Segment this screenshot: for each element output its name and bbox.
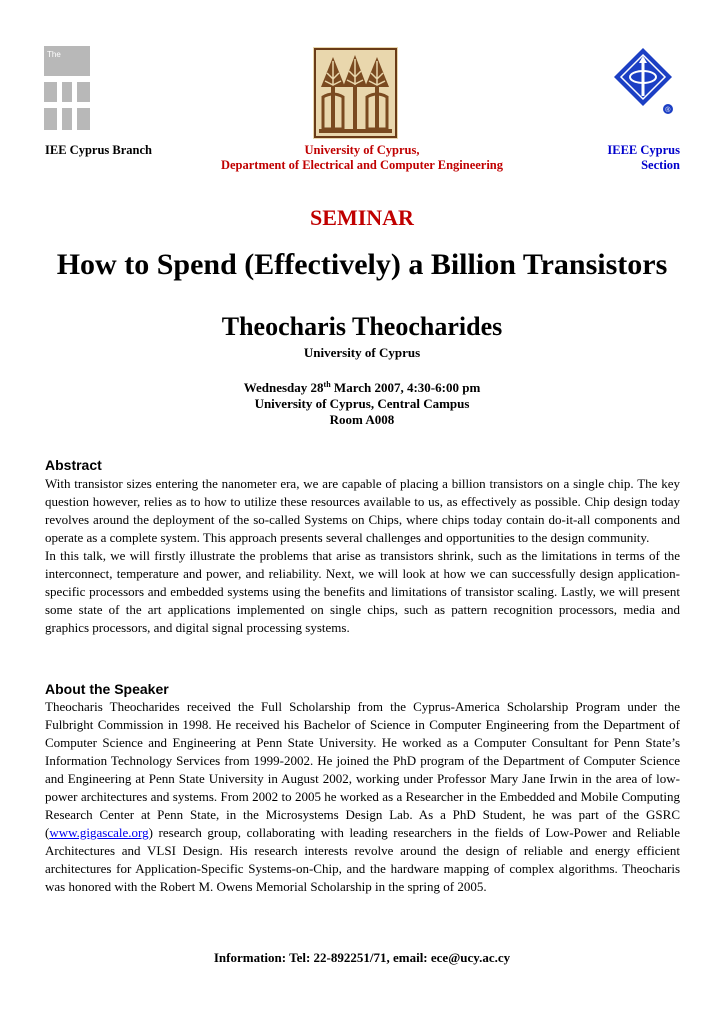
department-name: Department of Electrical and Computer Engineering — [220, 158, 504, 172]
university-of-cyprus-logo — [313, 47, 398, 139]
abstract-paragraph-1: With transistor sizes entering the nanometer era, we are capable of placing a billion transistors on a single chip. The key question however, relies as to how to utilize these resources available to us, as effectively as possible. Chip design today revolves around the deployment of the so-called Systems on Chips, where chips today contain do-it-all components and operate as a complete system. This approach presents several challenges and opportunities to the design community. — [45, 476, 680, 545]
svg-text:®: ® — [665, 107, 671, 114]
ieee-section-line2: Section — [641, 158, 680, 172]
university-name: University of Cyprus, — [304, 143, 420, 157]
speaker-affiliation: University of Cyprus — [303, 345, 421, 360]
event-date — [0, 380, 724, 396]
abstract-heading: Abstract — [45, 457, 102, 473]
about-speaker-heading: About the Speaker — [45, 681, 169, 697]
abstract-paragraph-2: In this talk, we will firstly illustrate the problems that arise as transistors shrink, such as the limitations in terms of the interconnect, temperature and power, and reliability. Next, we will look at how we can successfully design application-specific processors and embedded systems using the benefits and limitations of transistor scaling. Lastly, we will present some state of the art applications implemented on single chips, such as pattern recognition processors, media and graphics processors, and digital signal processing systems. — [45, 548, 680, 635]
contact-information: Information: Tel: 22-892251/71, email: ece@ucy.ac.cy — [213, 950, 511, 965]
ieee-section-affiliation — [607, 143, 680, 173]
iee-logo-text: The — [47, 50, 61, 59]
seminar-label: SEMINAR — [310, 205, 414, 230]
event-date-day: Wednesday 28 — [243, 380, 324, 395]
iee-cyprus-branch-label: IEE Cyprus Branch — [45, 143, 152, 157]
speaker-name: Theocharis Theocharides — [221, 312, 503, 341]
university-affiliation — [160, 143, 564, 173]
event-date-ordinal: th — [323, 380, 331, 389]
event-room: Room A008 — [329, 412, 395, 427]
bio-text-part-2: ) research group, collaborating with leading researchers in the fields of Low-Power and Reliable Architectures and VLSI Design. His research interests revolve around the design of reliable and energy efficient architectures for Application-Specific Systems-on-Chip, and the hardware mapping of complex algorithms. Theocharis was honored with the Robert M. Owens Memorial Scholarship in the spring of 2005. — [45, 825, 680, 894]
event-location: University of Cyprus, Central Campus — [254, 396, 470, 411]
ieee-section-line1: IEEE Cyprus — [607, 143, 680, 157]
ieee-logo — [612, 46, 674, 118]
iee-logo — [44, 46, 90, 130]
bio-text-part-1: Theocharis Theocharides received the Full Scholarship from the Cyprus-America Scholarship Program under the Fulbright Commission in 1998. He received his Bachelor of Science in Computer Engineering from the Department of Computer Science and Engineering at Penn State University. He worked as a Computer Consultant for Penn State’s Information Technology Services from 1999-2002. He joined the PhD program of the Department of Computer Science and Engineering at Penn State University in August 2002, working under Professor Mary Jane Irwin in the area of low-power architectures and systems. From 2002 to 2005 he worked as a Researcher in the Embedded and Mobile Computing Research Center at Penn State, in the Microsystems Design Lab. As a PhD Student, he was part of the GSRC ( — [45, 699, 680, 840]
speaker-bio — [45, 698, 680, 896]
abstract-body — [45, 475, 680, 637]
talk-title: How to Spend (Effectively) a Billion Transistors — [56, 248, 668, 281]
event-date-time: March 2007, 4:30-6:00 pm — [330, 380, 481, 395]
gigascale-link[interactable]: www.gigascale.org — [49, 825, 149, 840]
speaker-bio-paragraph — [45, 698, 680, 896]
